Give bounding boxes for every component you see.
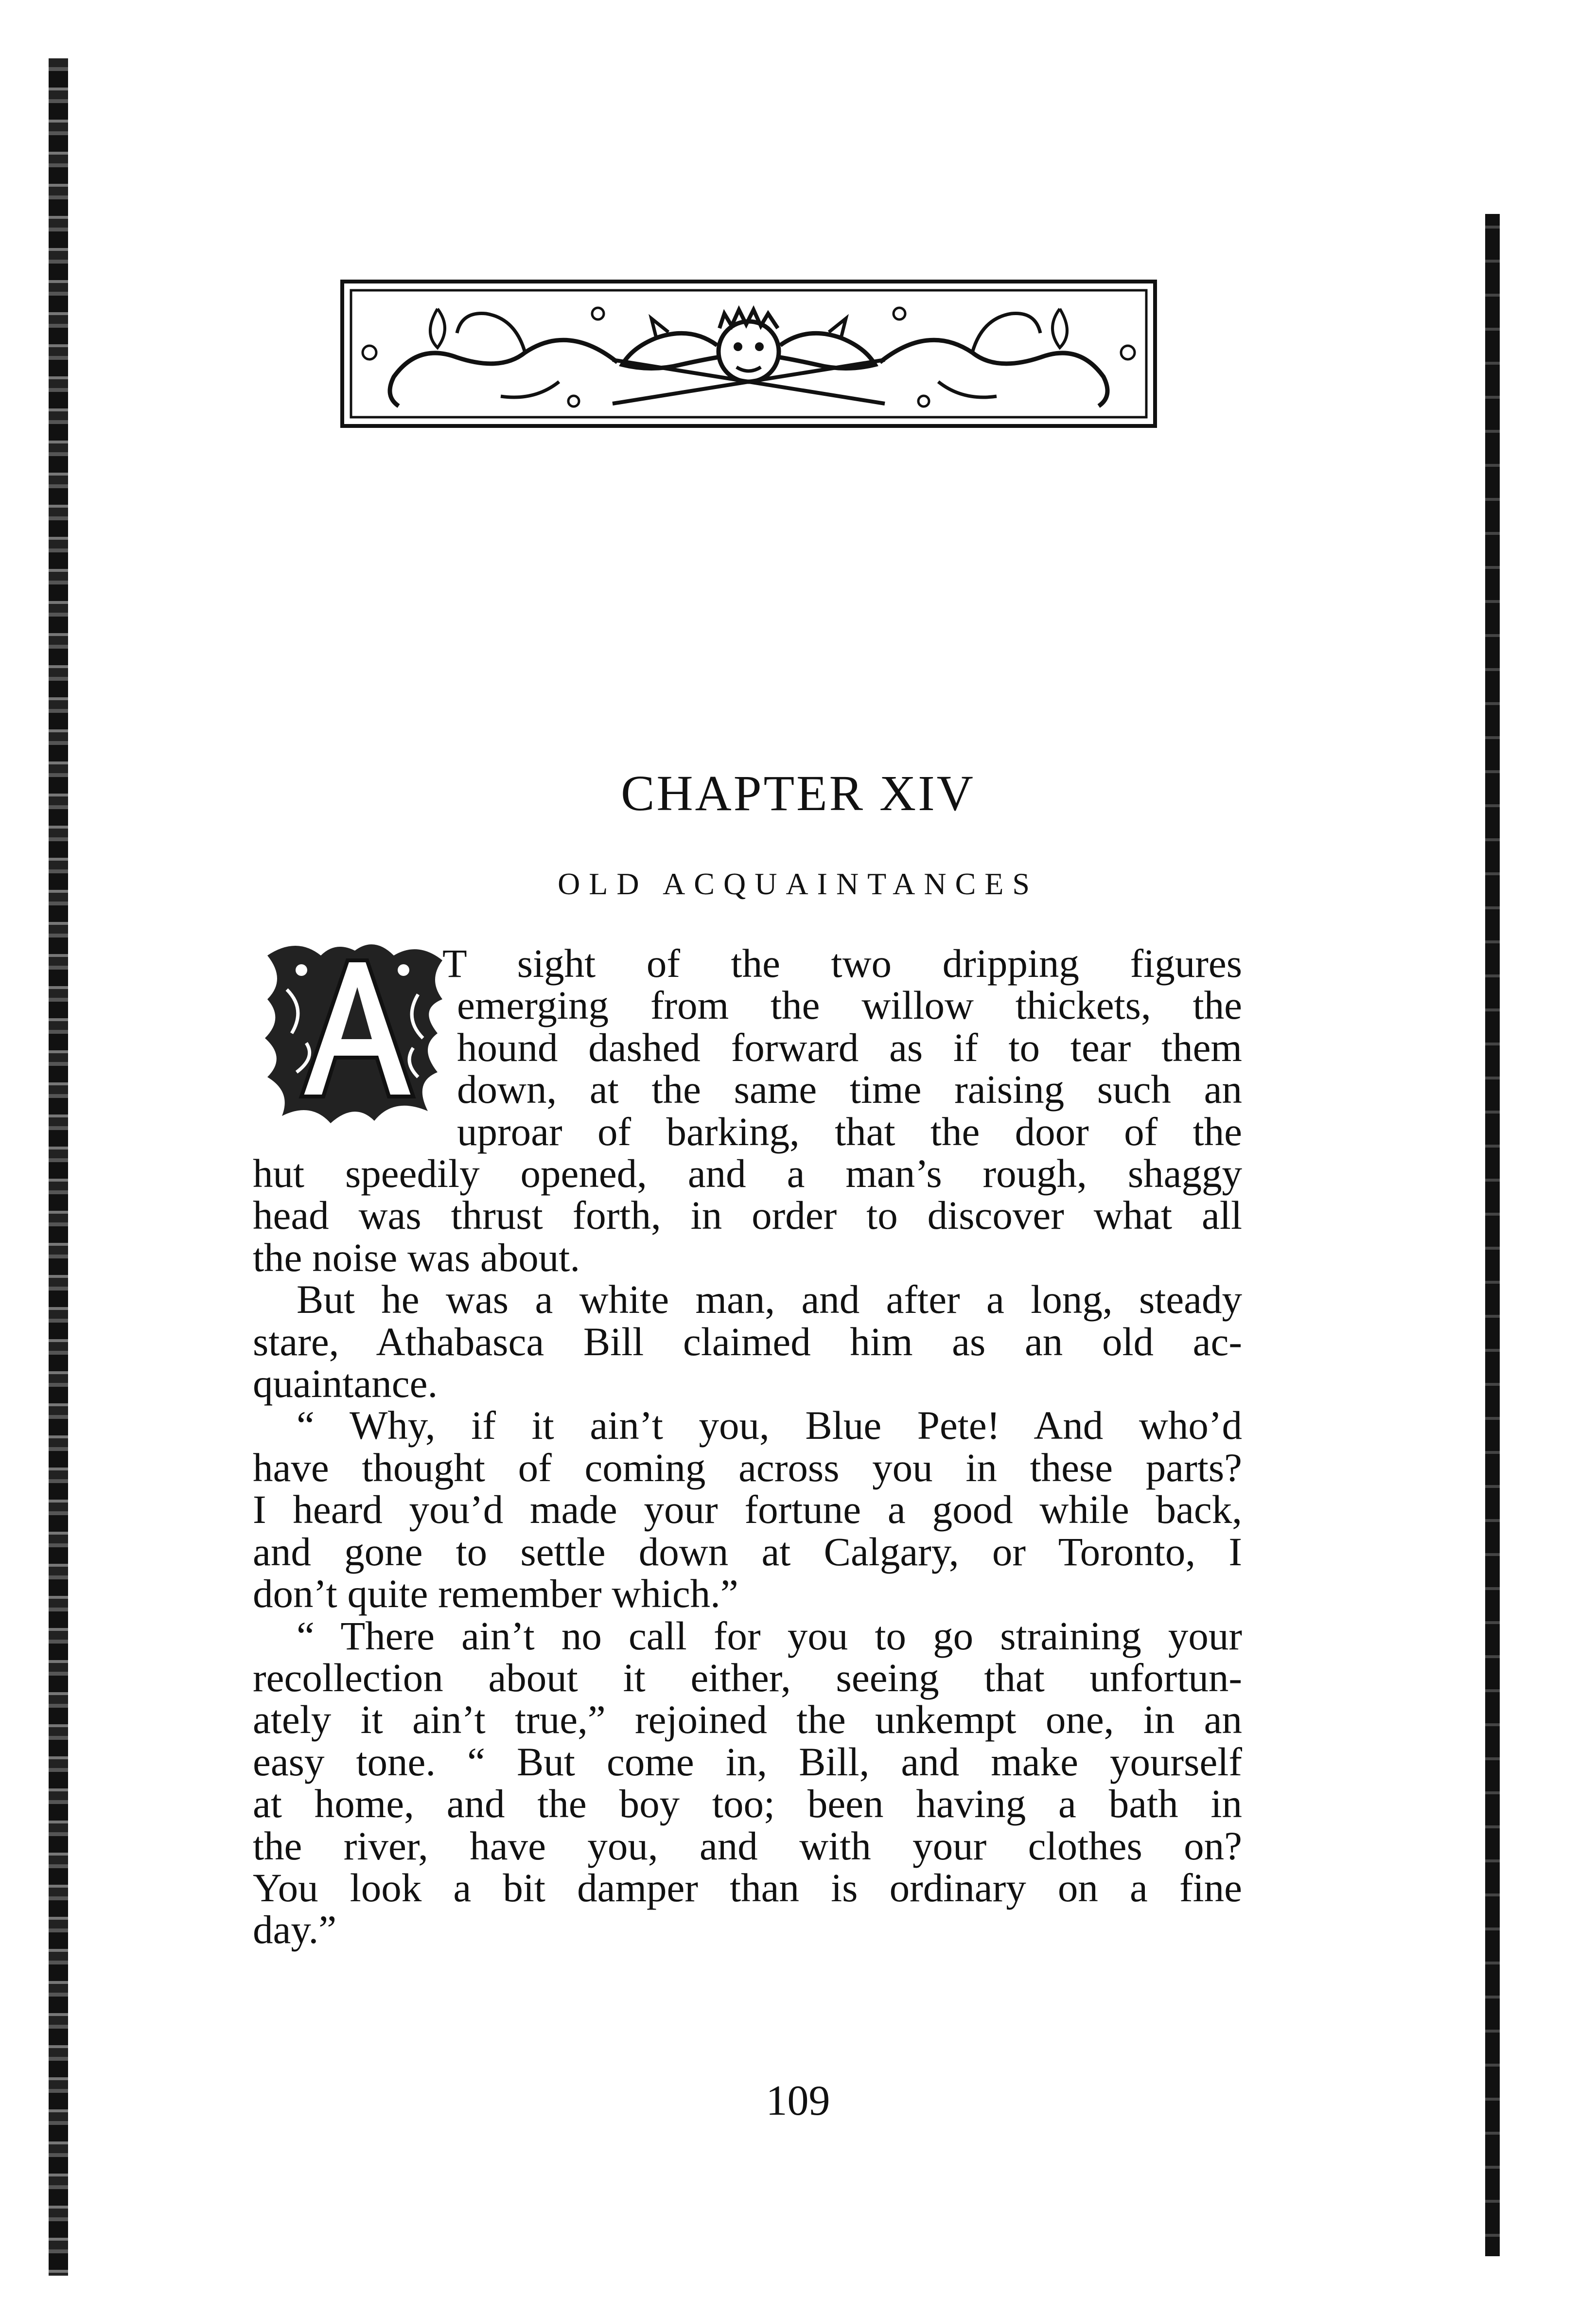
text-line: You look a bit damper than is ordinary on a fine: [253, 1865, 1242, 1910]
text-line: stare, Athabasca Bill claimed him as an old ac-: [253, 1319, 1242, 1364]
text-line: hut speedily opened, and a man’s rough, shaggy: [253, 1151, 1242, 1196]
decorative-headpiece-icon: [340, 280, 1157, 428]
text-line: quaintance.: [253, 1361, 438, 1406]
text-line: easy tone. “ But come in, Bill, and make yourself: [253, 1739, 1242, 1784]
body-text: [253, 942, 1242, 1951]
text-line: at home, and the boy too; been having a bath in: [253, 1781, 1242, 1826]
text-line: day.”: [253, 1907, 337, 1952]
text-line: the noise was about.: [253, 1235, 580, 1280]
page-number: 109: [766, 2077, 830, 2124]
chapter-subtitle: OLD ACQUAINTANCES: [558, 867, 1038, 901]
text-line: uproar of barking, that the door of the: [457, 1109, 1242, 1154]
text-line: T sight of the two dripping figures: [442, 941, 1242, 986]
text-line: don’t quite remember which.”: [253, 1571, 738, 1616]
text-line: ately it ain’t true,” rejoined the unkempt one, in an: [253, 1697, 1242, 1742]
scan-binding-edge-right: [1485, 214, 1500, 2256]
text-line: I heard you’d made your fortune a good while back,: [253, 1487, 1242, 1532]
chapter-title: CHAPTER XIV: [621, 765, 975, 821]
text-line: have thought of coming across you in these parts?: [253, 1445, 1242, 1490]
text-line: “ There ain’t no call for you to go straining your: [297, 1613, 1242, 1658]
text-line: recollection about it either, seeing that unfortun-: [253, 1655, 1242, 1700]
text-line: But he was a white man, and after a long, steady: [297, 1277, 1242, 1322]
text-line: down, at the same time raising such an: [457, 1067, 1242, 1112]
text-line: emerging from the willow thickets, the: [457, 983, 1242, 1028]
text-line: and gone to settle down at Calgary, or Toronto, I: [253, 1529, 1242, 1574]
scan-binding-edge-left: [49, 58, 68, 2276]
text-line: “ Why, if it ain’t you, Blue Pete! And who’d: [297, 1403, 1242, 1448]
text-line: head was thrust forth, in order to discover what all: [253, 1193, 1242, 1238]
text-line: hound dashed forward as if to tear them: [457, 1025, 1242, 1070]
text-line: the river, have you, and with your clothes on?: [253, 1823, 1242, 1868]
